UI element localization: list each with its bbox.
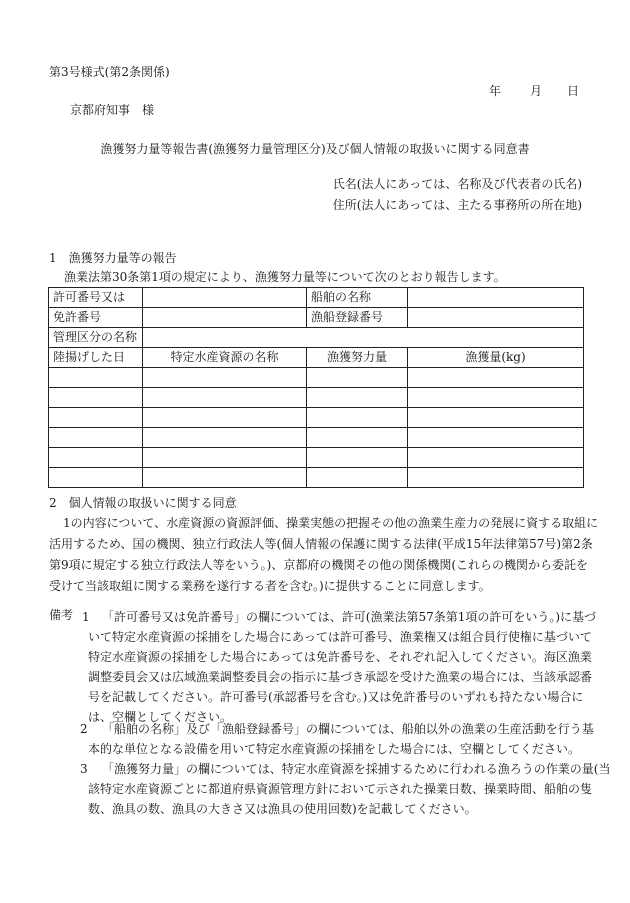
catch-cell[interactable] xyxy=(408,448,584,468)
catch-cell[interactable] xyxy=(408,428,584,448)
permit-label: 許可番号又は xyxy=(49,288,143,308)
address-line: 住所(法人にあっては、主たる事務所の所在地) xyxy=(332,198,582,212)
resource-cell[interactable] xyxy=(143,468,307,488)
effort-cell[interactable] xyxy=(307,368,408,388)
mgmt-label: 管理区分の名称 xyxy=(49,328,143,348)
table-row xyxy=(49,428,584,448)
effort-cell[interactable] xyxy=(307,468,408,488)
consent-line: 受けて当該取組に関する業務を遂行する者を含む。)に提供することに同意します。 xyxy=(49,579,491,593)
table-row xyxy=(49,368,584,388)
vessel-reg-value-cell[interactable] xyxy=(408,308,584,328)
note-number: 1 xyxy=(82,610,90,624)
vessel-reg-label: 漁船登録番号 xyxy=(307,308,408,328)
note-line: 本的な単位となる設備を用いて特定水産資源の採捕をした場合には、空欄としてください。 xyxy=(88,742,581,756)
note-line: 「漁獲努力量」の欄については、特定水産資源を採捕するために行われる漁ろうの作業の量(当 xyxy=(102,762,611,776)
date-cell[interactable] xyxy=(49,368,143,388)
note-line: 調整委員会又は広域漁業調整委員会の指示に基づき承認を受けた漁業の場合には、当該承認番 xyxy=(88,670,593,684)
report-table xyxy=(48,287,584,488)
notes-label: 備考 xyxy=(49,608,74,622)
note-line: は、空欄としてください。 xyxy=(88,710,233,724)
date-cell[interactable] xyxy=(49,388,143,408)
addressee: 京都府知事 様 xyxy=(70,103,155,117)
note-line: 「船舶の名称」及び「漁船登録番号」の欄については、船舶以外の漁業の生産活動を行う基 xyxy=(102,722,594,736)
catch-cell[interactable] xyxy=(408,408,584,428)
permit-value-cell[interactable] xyxy=(143,288,307,308)
permit-label-2: 免許番号 xyxy=(49,308,143,328)
catch-cell[interactable] xyxy=(408,388,584,408)
date-year: 年 xyxy=(489,84,502,98)
date-cell[interactable] xyxy=(49,448,143,468)
name-line: 氏名(法人にあっては、名称及び代表者の氏名) xyxy=(332,177,582,191)
date-cell[interactable] xyxy=(49,428,143,448)
col-effort-header: 漁獲努力量 xyxy=(307,348,408,368)
table-row xyxy=(49,288,584,308)
consent-line: 活用するため、国の機関、独立行政法人等(個人情報の保護に関する法律(平成15年法律第57号)第2条 xyxy=(49,537,593,551)
resource-cell[interactable] xyxy=(143,408,307,428)
effort-cell[interactable] xyxy=(307,408,408,428)
section2-heading: 2 個人情報の取扱いに関する同意 xyxy=(49,496,237,510)
table-header-row xyxy=(49,348,584,368)
table-row xyxy=(49,308,584,328)
table-row xyxy=(49,468,584,488)
mgmt-value-cell[interactable] xyxy=(143,328,584,348)
form-number: 第3号様式(第2条関係) xyxy=(49,65,170,79)
note-item-1 xyxy=(64,607,597,727)
note-number: 2 xyxy=(80,722,88,736)
date-line xyxy=(489,83,579,99)
col-resource-header: 特定水産資源の名称 xyxy=(143,348,307,368)
resource-cell[interactable] xyxy=(143,448,307,468)
document-title: 漁獲努力量等報告書(漁獲努力量管理区分)及び個人情報の取扱いに関する同意書 xyxy=(100,142,530,156)
catch-cell[interactable] xyxy=(408,468,584,488)
note-line: いて特定水産資源の採捕をした場合にあっては許可番号、漁業権又は組合員行使権に基づいて xyxy=(88,630,592,644)
table-row xyxy=(49,328,584,348)
note-line: 該特定水産資源ごとに都道府県資源管理方針において示された操業日数、操業時間、船舶の隻 xyxy=(88,782,593,796)
effort-cell[interactable] xyxy=(307,448,408,468)
effort-cell[interactable] xyxy=(307,388,408,408)
resource-cell[interactable] xyxy=(143,388,307,408)
date-cell[interactable] xyxy=(49,408,143,428)
resource-cell[interactable] xyxy=(143,368,307,388)
note-item-2 xyxy=(64,719,594,759)
effort-cell[interactable] xyxy=(307,428,408,448)
col-date-header: 陸揚げした日 xyxy=(49,348,143,368)
vessel-name-label: 船舶の名称 xyxy=(307,288,408,308)
consent-line: 1の内容について、水産資源の資源評価、操業実態の把握その他の漁業生産力の発展に資する取組に xyxy=(63,516,599,530)
date-cell[interactable] xyxy=(49,468,143,488)
note-line: 特定水産資源の採捕をした場合にあっては免許番号を、それぞれ記入してください。海区漁業 xyxy=(88,650,592,664)
note-item-3 xyxy=(64,759,611,819)
catch-cell[interactable] xyxy=(408,368,584,388)
table-row xyxy=(49,388,584,408)
date-day: 日 xyxy=(567,84,580,98)
note-line: 号を記載してください。許可番号(承認番号を含む。)又は免許番号のいずれも持たない場合に xyxy=(88,690,584,704)
table-row xyxy=(49,448,584,468)
note-number: 3 xyxy=(80,762,88,776)
vessel-name-value-cell[interactable] xyxy=(408,288,584,308)
date-month: 月 xyxy=(530,84,543,98)
permit-value-cell-2[interactable] xyxy=(143,308,307,328)
consent-line: 第9項に規定する独立行政法人等をいう。)、京都府の機関その他の関係機関(これらの機関から委託を xyxy=(49,558,589,572)
note-line: 数、漁具の数、漁具の大きさ又は漁具の使用回数)を記載してください。 xyxy=(88,802,477,816)
section1-heading: 1 漁獲努力量等の報告 xyxy=(49,251,177,265)
section1-body: 漁業法第30条第1項の規定により、漁獲努力量等について次のとおり報告します。 xyxy=(64,270,506,284)
table-row xyxy=(49,408,584,428)
resource-cell[interactable] xyxy=(143,428,307,448)
col-catch-header: 漁獲量(kg) xyxy=(408,348,584,368)
consent-paragraph xyxy=(49,513,599,597)
note-line: 「許可番号又は免許番号」の欄については、許可(漁業法第57条第1項の許可をいう。)に基づ xyxy=(102,610,597,624)
